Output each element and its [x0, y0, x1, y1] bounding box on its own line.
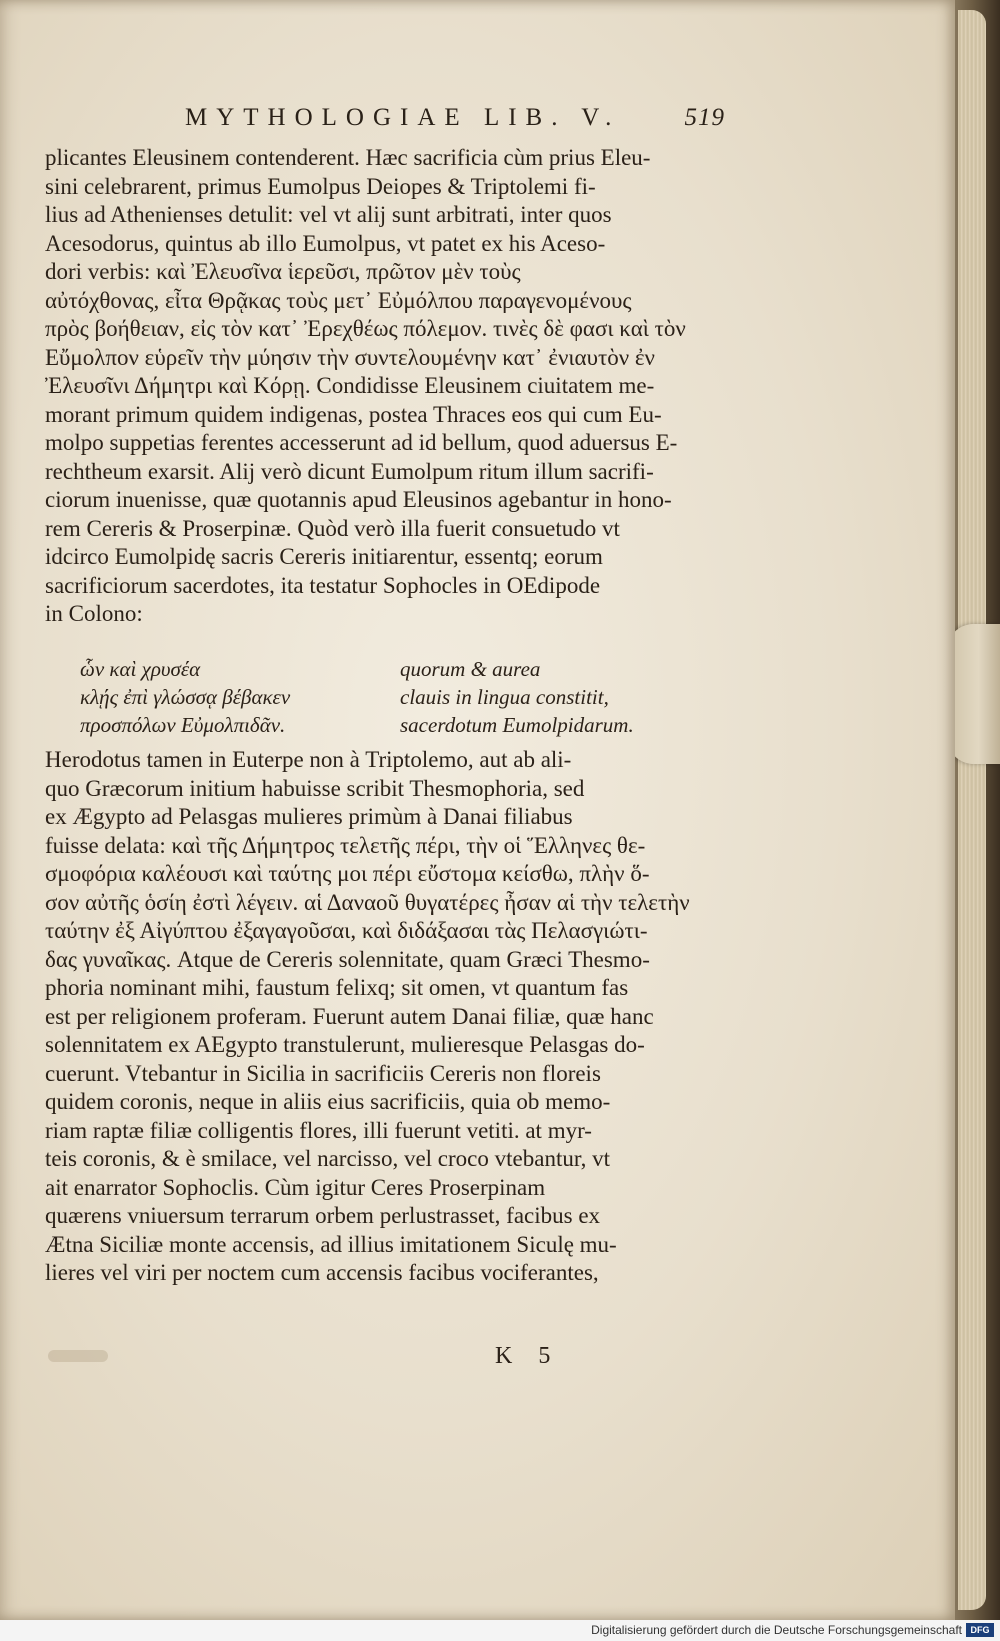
text-line: idcirco Eumolpidę sacris Cereris initiarentur, essentq; eorum: [45, 544, 603, 569]
text-line: quærens vniuersum terrarum orbem perlustrasset, facibus ex: [45, 1203, 601, 1228]
text-line: molpo suppetias ferentes accesserunt ad id bellum, quod aduersus E-: [45, 430, 678, 455]
verse-line: sacerdotum Eumolpidarum.: [400, 713, 634, 737]
text-line: riam raptæ filiæ colligentis flores, illi fuerunt vetiti. at myr-: [45, 1117, 592, 1143]
text-line: plicantes Eleusinem contenderent. Hæc sacrificia cùm prius Eleu-: [45, 145, 651, 170]
signature-mark: K 5: [495, 1343, 561, 1369]
verse-line: ὧν καὶ χρυσέα: [80, 657, 201, 681]
text-line: lius ad Athenienses detulit: vel vt alij sunt arbitrati, inter quos: [45, 202, 612, 227]
text-line: phoria nominant mihi, faustum felixq; sit omen, vt quantum fas: [45, 975, 629, 1000]
verse-line: quorum & aurea: [400, 657, 541, 681]
text-line: ταύτην ἐξ Αἰγύπτου ἐξαγαγοῦσαι, καὶ διδάξασαι τὰς Πελασγιώτι-: [45, 918, 648, 943]
text-line: δας γυναῖκας. Atque de Cereris solennitate, quam Græci Thesmo-: [45, 946, 650, 972]
text-line: rechtheum exarsit. Alij verò dicunt Eumolpum ritum illum sacrifi-: [45, 458, 654, 484]
verse-greek-column: [80, 655, 380, 739]
text-line: σον αὐτῆς ὁσίη ἐστὶ λέγειν. αἱ Δαναοῦ θυγατέρες ἦσαν αἱ τὴν τελετὴν: [45, 889, 690, 915]
text-line: solennitatem ex AEgypto transtulerunt, mulieresque Pelasgas do-: [45, 1032, 645, 1057]
text-line: sacrificiorum sacerdotes, ita testatur Sophocles in OEdipode: [45, 572, 601, 598]
text-line: lieres vel viri per noctem cum accensis facibus vociferantes,: [45, 1260, 599, 1285]
text-line: sini celebrarent, primus Eumolpus Deiopes & Triptolemi fi-: [45, 173, 596, 199]
text-line: teis coronis, & è smilace, vel narcisso, vel croco vtebantur, vt: [45, 1146, 610, 1171]
text-line: fuisse delata: καὶ τῆς Δήμητρος τελετῆς πέρι, τὴν οἱ Ἕλληνες θε-: [45, 832, 646, 858]
text-line: Herodotus tamen in Euterpe non à Triptolemo, aut ab ali-: [45, 747, 572, 772]
text-line: ait enarrator Sophoclis. Cùm igitur Ceres Proserpinam: [45, 1174, 546, 1200]
verse-line: προσπόλων Εὐμολπιδᾶν.: [80, 713, 286, 737]
text-line: cuerunt. Vtebantur in Sicilia in sacrificiis Cereris non floreis: [45, 1060, 601, 1086]
footer-bar: [0, 1620, 1000, 1641]
verse-line: clauis in lingua constitit,: [400, 685, 609, 709]
text-line: Ætna Siciliæ monte accensis, ad illius imitationem Siculę mu-: [45, 1231, 617, 1257]
verse-line: κλῄς ἐπὶ γλώσσᾳ βέβακεν: [80, 685, 291, 709]
text-line: αὐτόχθονας, εἶτα Θρᾷκας τοὺς μετ᾽ Εὐμόλπου παραγενομένους: [45, 287, 632, 313]
text-block-upper: [45, 144, 725, 629]
dfg-logo: DFG: [966, 1623, 994, 1637]
text-line: morant primum quidem indigenas, postea Thraces eos qui cum Eu-: [45, 401, 662, 427]
text-line: πρὸς βοήθειαν, εἰς τὸν κατ᾽ Ἐρεχθέως πόλεμον. τινὲς δὲ φασι καὶ τὸν: [45, 316, 686, 341]
running-title: MYTHOLOGIAE LIB. V.: [185, 104, 621, 131]
verse-quotation: [80, 655, 680, 739]
text-line: rem Cereris & Proserpinæ. Quòd verò illa fuerit consuetudo vt: [45, 515, 620, 541]
book-edge: [952, 0, 1000, 1620]
text-line: est per religionem proferam. Fuerunt autem Danai filiæ, quæ hanc: [45, 1003, 654, 1029]
verse-latin-column: [400, 655, 700, 739]
text-line: σμοφόρια καλέουσι καὶ ταύτης μοι πέρι εὔστομα κείσθω, πλὴν ὅ-: [45, 861, 650, 886]
page-number: 519: [684, 104, 725, 131]
text-line: dori verbis: καὶ Ἐλευσῖνα ἱερεῦσι, πρῶτον μὲν τοὺς: [45, 259, 521, 284]
text-line: in Colono:: [45, 601, 143, 626]
text-line: quo Græcorum initium habuisse scribit Thesmophoria, sed: [45, 775, 585, 801]
page-stain: [48, 1350, 108, 1362]
text-line: Ἐλευσῖνι Δήμητρι καὶ Κόρῃ. Condidisse Eleusinem ciuitatem me-: [45, 373, 655, 398]
text-line: ex Ægypto ad Pelasgas mulieres primùm à Danai filiabus: [45, 804, 573, 829]
text-line: Εὔμολπον εὑρεῖν τὴν μύησιν τὴν συντελουμένην κατ᾽ ἐνιαυτὸν ἐν: [45, 344, 655, 370]
page-edges: [958, 10, 986, 1610]
text-block-lower: [45, 746, 725, 1288]
running-head: [185, 104, 725, 138]
text-line: quidem coronis, neque in aliis eius sacrificiis, quia ob memo-: [45, 1089, 611, 1114]
funding-credit: Digitalisierung gefördert durch die Deutsche Forschungsgemeinschaft: [591, 1623, 962, 1637]
text-line: Acesodorus, quintus ab illo Eumolpus, vt patet ex his Aceso-: [45, 230, 606, 256]
text-line: ciorum inuenisse, quæ quotannis apud Eleusinos agebantur in hono-: [45, 487, 672, 512]
